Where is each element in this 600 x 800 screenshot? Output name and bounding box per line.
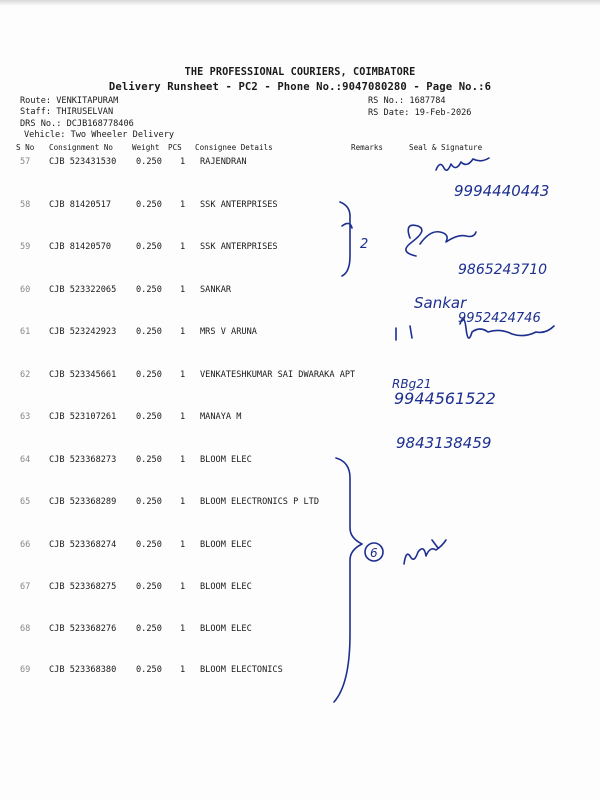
row-pcs: 1 bbox=[180, 242, 186, 252]
row-consignment: CJB 523368380 bbox=[49, 665, 117, 675]
runsheet-subtitle: Delivery Runsheet - PC2 - Phone No.:9047080280 - Page No.:6 bbox=[108, 81, 492, 93]
col-details: Consignee Details bbox=[195, 143, 273, 152]
row-weight: 0.250 bbox=[136, 497, 162, 507]
drs-number: DRS No.: DCJB168778406 bbox=[20, 119, 134, 129]
row-sno: 61 bbox=[20, 327, 31, 337]
row-weight: 0.250 bbox=[136, 665, 162, 675]
staff-label: Staff: THIRUSELVAN bbox=[20, 107, 114, 117]
bracket-64-69 bbox=[334, 458, 362, 702]
row-consignee: RAJENDRAN bbox=[200, 157, 247, 167]
row-weight: 0.250 bbox=[136, 370, 162, 380]
row-pcs: 1 bbox=[180, 540, 186, 550]
row-weight: 0.250 bbox=[136, 582, 162, 592]
signature-66 bbox=[404, 540, 446, 564]
route-label: Route: VENKITAPURAM bbox=[20, 96, 119, 106]
rs-number: RS No.: 1687784 bbox=[368, 96, 446, 106]
row-pcs: 1 bbox=[180, 285, 186, 295]
row-weight: 0.250 bbox=[136, 157, 162, 167]
row-consignee: SSK ANTERPRISES bbox=[200, 242, 278, 252]
row-sno: 60 bbox=[20, 285, 31, 295]
row-consignee: BLOOM ELEC bbox=[200, 582, 252, 592]
row-consignee: BLOOM ELEC bbox=[200, 624, 252, 634]
row-weight: 0.250 bbox=[136, 242, 162, 252]
code-62: RBg21 bbox=[392, 377, 432, 391]
row-sno: 62 bbox=[20, 370, 31, 380]
row-sno: 67 bbox=[20, 582, 31, 592]
row-weight: 0.250 bbox=[136, 624, 162, 634]
row-consignment: CJB 523242923 bbox=[49, 327, 117, 337]
row-consignment: CJB 523107261 bbox=[49, 412, 117, 422]
row-consignee: MRS V ARUNA bbox=[200, 327, 257, 337]
row-sno: 66 bbox=[20, 540, 31, 550]
name-60: Sankar bbox=[414, 294, 467, 312]
row-weight: 0.250 bbox=[136, 540, 162, 550]
col-remarks: Remarks bbox=[351, 143, 384, 152]
row-pcs: 1 bbox=[180, 624, 186, 634]
row-consignee: BLOOM ELECTRONICS P LTD bbox=[200, 497, 319, 507]
row-sno: 65 bbox=[20, 497, 31, 507]
row-consignment: CJB 81420517 bbox=[49, 200, 112, 210]
phone-58: 9865243710 bbox=[458, 262, 548, 278]
row-pcs: 1 bbox=[180, 157, 186, 167]
bracket-58-59 bbox=[340, 202, 352, 276]
row-sno: 57 bbox=[20, 157, 31, 167]
vehicle-label: Vehicle: Two Wheeler Delivery bbox=[24, 130, 175, 140]
row-pcs: 1 bbox=[180, 497, 186, 507]
count-58-59: 2 bbox=[360, 237, 369, 252]
row-weight: 0.250 bbox=[136, 327, 162, 337]
phone-60: 9952424746 bbox=[458, 311, 541, 326]
row-sno: 69 bbox=[20, 665, 31, 675]
col-sno: S No bbox=[16, 143, 35, 152]
row-pcs: 1 bbox=[180, 370, 186, 380]
row-pcs: 1 bbox=[180, 455, 186, 465]
row-weight: 0.250 bbox=[136, 200, 162, 210]
col-seal-signature: Seal & Signature bbox=[409, 143, 483, 152]
row-consignment: CJB 523322065 bbox=[49, 285, 117, 295]
phone-57: 9994440443 bbox=[454, 182, 550, 200]
row-pcs: 1 bbox=[180, 200, 186, 210]
row-weight: 0.250 bbox=[136, 285, 162, 295]
col-weight: Weight bbox=[132, 143, 160, 152]
row-sno: 63 bbox=[20, 412, 31, 422]
row-consignee: BLOOM ELEC bbox=[200, 455, 252, 465]
row-pcs: 1 bbox=[180, 327, 186, 337]
row-pcs: 1 bbox=[180, 412, 186, 422]
row-consignment: CJB 523368275 bbox=[49, 582, 117, 592]
row-consignment: CJB 523368274 bbox=[49, 540, 117, 550]
signature-57 bbox=[436, 158, 489, 170]
row-sno: 68 bbox=[20, 624, 31, 634]
row-consignment: CJB 523368289 bbox=[49, 497, 117, 507]
row-consignee: BLOOM ELEC bbox=[200, 540, 252, 550]
row-pcs: 1 bbox=[180, 582, 186, 592]
count-64-69: 6 bbox=[370, 546, 378, 560]
phone-62: 9944561522 bbox=[394, 389, 496, 408]
company-title: THE PROFESSIONAL COURIERS, COIMBATORE bbox=[184, 67, 416, 78]
row-pcs: 1 bbox=[180, 665, 186, 675]
row-consignee: BLOOM ELECTONICS bbox=[200, 665, 283, 675]
row-consignee: VENKATESHKUMAR SAI DWARAKA APT bbox=[200, 370, 356, 380]
row-consignment: CJB 523368273 bbox=[49, 455, 117, 465]
row-consignee: MANAYA M bbox=[200, 412, 242, 422]
row-consignee: SANKAR bbox=[200, 285, 232, 295]
phone-63: 9843138459 bbox=[396, 434, 492, 452]
row-sno: 64 bbox=[20, 455, 31, 465]
col-consignment: Consignment No bbox=[49, 143, 114, 152]
row-weight: 0.250 bbox=[136, 412, 162, 422]
row-consignment: CJB 523431530 bbox=[49, 157, 117, 167]
row-consignment: CJB 523345661 bbox=[49, 370, 117, 380]
col-pcs: PCS bbox=[168, 143, 182, 152]
row-weight: 0.250 bbox=[136, 455, 162, 465]
rs-date: RS Date: 19-Feb-2026 bbox=[368, 108, 472, 118]
row-sno: 59 bbox=[20, 242, 31, 252]
row-consignment: CJB 523368276 bbox=[49, 624, 117, 634]
signature-58 bbox=[406, 225, 476, 256]
row-sno: 58 bbox=[20, 200, 31, 210]
row-consignee: SSK ANTERPRISES bbox=[200, 200, 278, 210]
row-consignment: CJB 81420570 bbox=[49, 242, 112, 252]
